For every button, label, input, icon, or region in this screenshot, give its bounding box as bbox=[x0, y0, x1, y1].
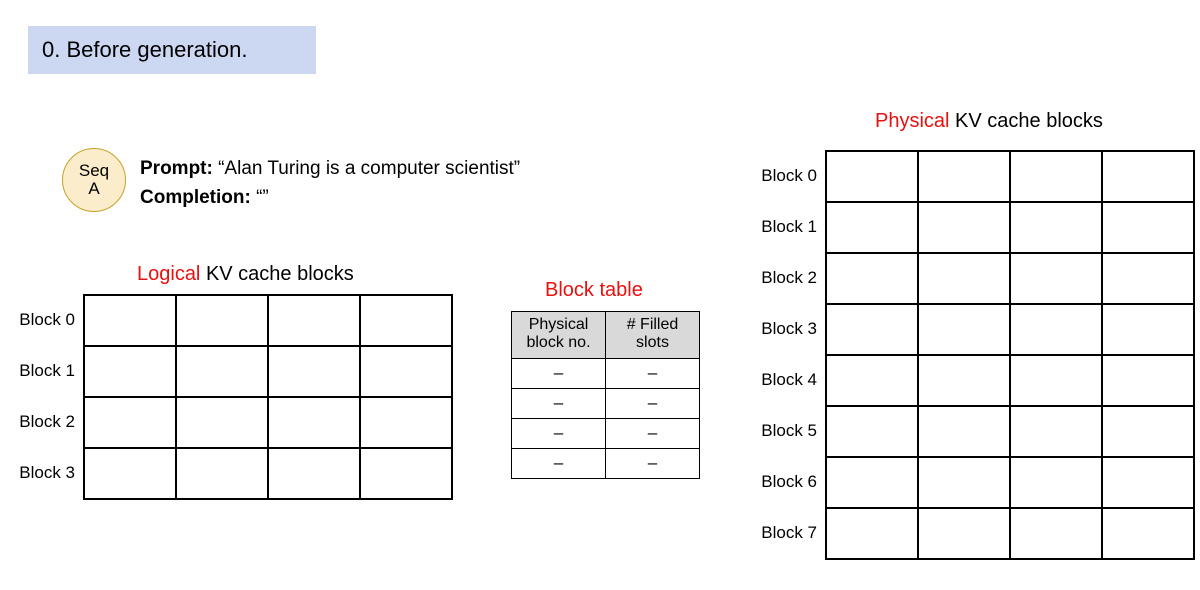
physical-block-cell bbox=[827, 305, 919, 356]
block-table-cell-filled-slots: – bbox=[606, 418, 700, 448]
physical-block-cell bbox=[1011, 203, 1103, 254]
physical-block-cell bbox=[1103, 509, 1195, 560]
block-table-row bbox=[512, 358, 700, 388]
sequence-badge-line2: A bbox=[88, 179, 100, 198]
physical-block-cell bbox=[919, 152, 1011, 203]
physical-blocks-grid bbox=[825, 150, 1195, 560]
physical-row-label-4: Block 4 bbox=[761, 369, 817, 389]
step-label: 0. Before generation. bbox=[42, 37, 248, 62]
physical-block-cell bbox=[919, 458, 1011, 509]
completion-text: “” bbox=[256, 186, 269, 208]
physical-block-cell bbox=[1011, 458, 1103, 509]
logical-block-cell bbox=[269, 449, 361, 500]
physical-block-cell bbox=[1103, 254, 1195, 305]
logical-blocks-title bbox=[137, 263, 354, 286]
logical-block-cell bbox=[361, 347, 453, 398]
logical-blocks-title-accent: Logical bbox=[137, 263, 201, 285]
block-table-cell-physical-no: – bbox=[512, 388, 606, 418]
physical-block-cell bbox=[919, 305, 1011, 356]
physical-block-cell bbox=[1103, 203, 1195, 254]
physical-block-cell bbox=[1011, 356, 1103, 407]
physical-block-cell bbox=[827, 509, 919, 560]
physical-block-cell bbox=[919, 509, 1011, 560]
block-table-header-filled-line2: slots bbox=[636, 334, 669, 352]
physical-row-label-3: Block 3 bbox=[761, 318, 817, 338]
physical-row-label-1: Block 1 bbox=[761, 216, 817, 236]
logical-row-label-3: Block 3 bbox=[19, 462, 75, 482]
logical-block-cell bbox=[361, 449, 453, 500]
physical-block-cell bbox=[827, 152, 919, 203]
physical-block-cell bbox=[919, 356, 1011, 407]
block-table-header-physical-line1: Physical bbox=[528, 316, 589, 333]
logical-row-label-1: Block 1 bbox=[19, 360, 75, 380]
sequence-badge-line1: Seq bbox=[78, 161, 110, 181]
logical-row-label-0: Block 0 bbox=[19, 309, 75, 329]
logical-block-cell bbox=[85, 296, 177, 347]
physical-block-cell bbox=[1103, 152, 1195, 203]
physical-block-cell bbox=[827, 203, 919, 254]
logical-block-cell bbox=[269, 347, 361, 398]
block-table-body bbox=[512, 358, 700, 478]
logical-block-cell bbox=[361, 398, 453, 449]
prompt-text: “Alan Turing is a computer scientist” bbox=[218, 158, 521, 179]
block-table-cell-filled-slots: – bbox=[606, 448, 700, 478]
block-table-cell-filled-slots: – bbox=[606, 388, 700, 418]
physical-block-cell bbox=[827, 254, 919, 305]
block-table-cell-physical-no: – bbox=[512, 448, 606, 478]
physical-blocks-title-rest: KV cache blocks bbox=[949, 110, 1103, 132]
logical-blocks-title-rest: KV cache blocks bbox=[200, 263, 354, 285]
physical-blocks-title bbox=[875, 110, 1103, 133]
physical-block-cell bbox=[827, 407, 919, 458]
logical-block-cell bbox=[177, 449, 269, 500]
physical-row-label-5: Block 5 bbox=[761, 420, 817, 440]
logical-blocks-grid bbox=[83, 294, 453, 500]
physical-block-cell bbox=[919, 254, 1011, 305]
block-table-row bbox=[512, 448, 700, 478]
physical-blocks-title-accent: Physical bbox=[875, 110, 950, 132]
logical-block-cell bbox=[85, 398, 177, 449]
physical-block-cell bbox=[1103, 356, 1195, 407]
physical-block-cell bbox=[1103, 458, 1195, 509]
logical-block-cell bbox=[85, 449, 177, 500]
block-table-row bbox=[512, 418, 700, 448]
physical-row-label-2: Block 2 bbox=[761, 267, 817, 287]
block-table-row bbox=[512, 388, 700, 418]
physical-block-cell bbox=[1011, 254, 1103, 305]
physical-block-cell bbox=[1011, 407, 1103, 458]
physical-block-cell bbox=[1011, 305, 1103, 356]
logical-row-labels bbox=[0, 294, 75, 498]
physical-row-labels bbox=[735, 150, 817, 558]
physical-block-cell bbox=[1011, 509, 1103, 560]
logical-block-cell bbox=[85, 347, 177, 398]
logical-row-label-2: Block 2 bbox=[19, 411, 75, 431]
logical-block-cell bbox=[177, 347, 269, 398]
physical-block-cell bbox=[919, 407, 1011, 458]
physical-block-cell bbox=[1011, 152, 1103, 203]
logical-block-cell bbox=[177, 398, 269, 449]
physical-row-label-0: Block 0 bbox=[761, 165, 817, 185]
block-table-head bbox=[512, 312, 700, 359]
physical-block-cell bbox=[827, 356, 919, 407]
block-table-header-physical-line2: block no. bbox=[526, 334, 591, 352]
block-table-cell-filled-slots: – bbox=[606, 358, 700, 388]
sequence-badge bbox=[62, 148, 126, 212]
physical-row-label-6: Block 6 bbox=[761, 471, 817, 491]
prompt-block bbox=[140, 155, 520, 212]
block-table-title: Block table bbox=[545, 279, 643, 301]
logical-block-cell bbox=[269, 398, 361, 449]
logical-block-cell bbox=[177, 296, 269, 347]
completion-label: Completion: bbox=[140, 186, 251, 208]
prompt-line bbox=[140, 155, 520, 184]
step-banner bbox=[28, 26, 316, 74]
block-table-header-row bbox=[512, 312, 700, 359]
physical-block-cell bbox=[919, 203, 1011, 254]
physical-block-cell bbox=[1103, 407, 1195, 458]
completion-line bbox=[140, 184, 520, 213]
prompt-label: Prompt: bbox=[140, 158, 213, 179]
physical-block-cell bbox=[1103, 305, 1195, 356]
physical-block-cell bbox=[827, 458, 919, 509]
block-table-cell-physical-no: – bbox=[512, 358, 606, 388]
block-table-header-filled bbox=[606, 312, 700, 359]
block-table bbox=[511, 311, 700, 479]
block-table-cell-physical-no: – bbox=[512, 418, 606, 448]
logical-block-cell bbox=[361, 296, 453, 347]
physical-row-label-7: Block 7 bbox=[761, 522, 817, 542]
block-table-header-filled-line1: # Filled bbox=[626, 316, 679, 333]
logical-block-cell bbox=[269, 296, 361, 347]
block-table-header-physical bbox=[512, 312, 606, 359]
